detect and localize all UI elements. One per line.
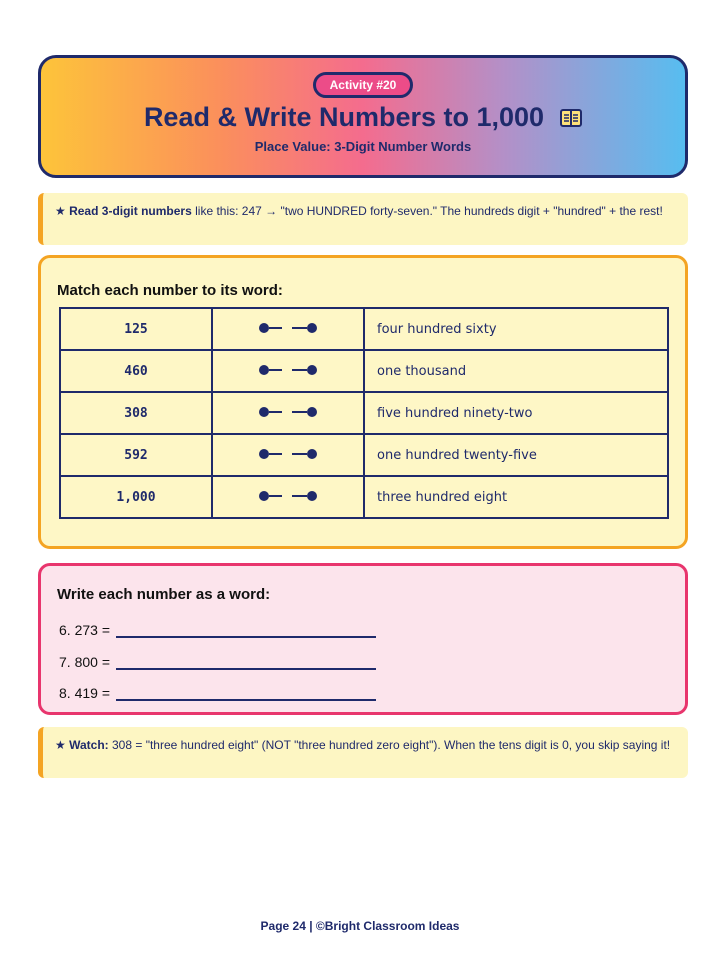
page-title: Read & Write Numbers to 1,000: [143, 102, 545, 132]
connector-icon[interactable]: [212, 476, 364, 518]
write-prompt: 7. 800 =: [59, 654, 110, 670]
connector-icon[interactable]: [212, 392, 364, 434]
tip-callout: [38, 193, 688, 245]
page-footer: Page 24 | ©Bright Classroom Ideas: [260, 919, 460, 933]
answer-blank[interactable]: [116, 685, 376, 701]
activity-header: [38, 55, 688, 178]
table-row: [60, 308, 668, 350]
word-cell: one thousand: [364, 350, 668, 392]
activity-badge: Activity #20: [313, 72, 414, 98]
write-item: [59, 654, 376, 670]
number-cell: 592: [60, 434, 212, 476]
table-row: [60, 392, 668, 434]
watch-text: 308 = "three hundred eight" (NOT "three hundred zero eight"). When the tens digit is 0, you skip saying it!: [108, 738, 671, 752]
write-item: [59, 622, 376, 638]
number-cell: 460: [60, 350, 212, 392]
tip-lead: ★ Read 3-digit numbers: [55, 204, 192, 218]
connector-icon[interactable]: [212, 308, 364, 350]
write-prompt: 6. 273 =: [59, 622, 110, 638]
number-cell: 1,000: [60, 476, 212, 518]
number-cell: 308: [60, 392, 212, 434]
answer-blank[interactable]: [116, 654, 376, 670]
table-row: [60, 434, 668, 476]
page-subtitle: Place Value: 3-Digit Number Words: [254, 139, 472, 154]
word-cell: four hundred sixty: [364, 308, 668, 350]
word-cell: five hundred ninety-two: [364, 392, 668, 434]
connector-icon[interactable]: [212, 350, 364, 392]
word-cell: one hundred twenty-five: [364, 434, 668, 476]
connector-icon[interactable]: [212, 434, 364, 476]
watch-lead: ★ Watch:: [55, 738, 109, 752]
writing-section: [38, 563, 688, 715]
watch-callout: [38, 727, 688, 778]
table-row: [60, 476, 668, 518]
number-cell: 125: [60, 308, 212, 350]
word-cell: three hundred eight: [364, 476, 668, 518]
book-icon: [560, 109, 582, 127]
matching-heading: Match each number to its word:: [57, 282, 283, 299]
writing-heading: Write each number as a word:: [57, 586, 271, 603]
write-item: [59, 685, 376, 701]
matching-table: [59, 307, 669, 519]
tip-text: like this: 247 → "two HUNDRED forty-seven." The hundreds digit + "hundred" + the rest!: [191, 204, 663, 218]
title-row: [41, 102, 685, 133]
table-row: [60, 350, 668, 392]
write-prompt: 8. 419 =: [59, 685, 110, 701]
answer-blank[interactable]: [116, 622, 376, 638]
matching-section: [38, 255, 688, 549]
